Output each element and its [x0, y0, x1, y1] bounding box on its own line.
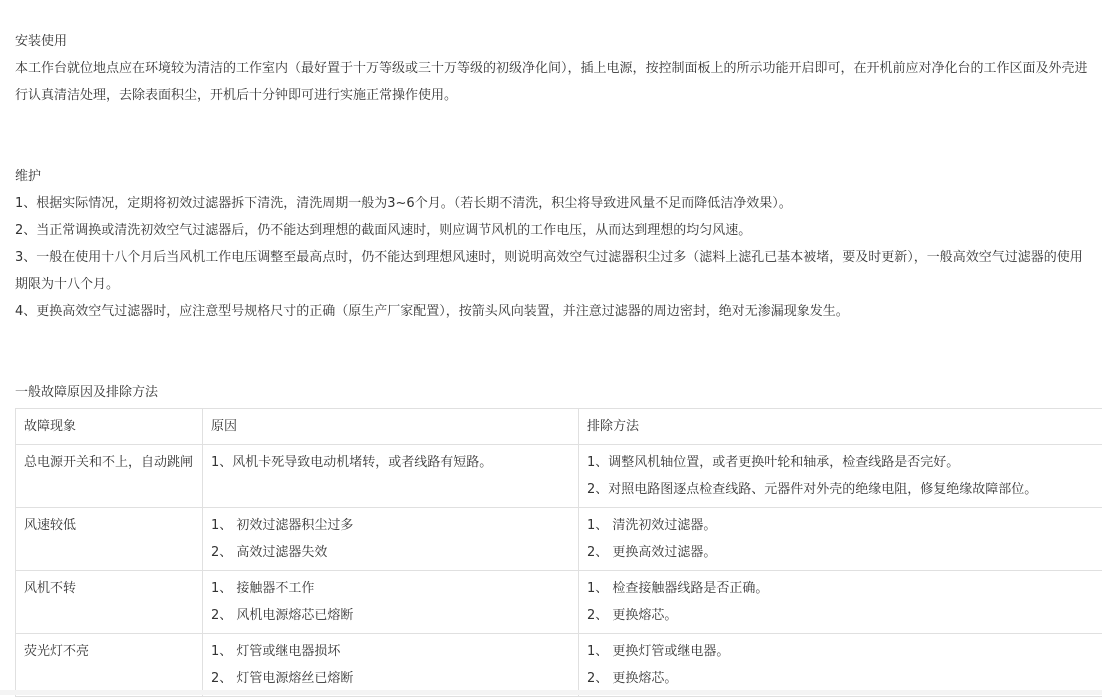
- symptom-cell: 总电源开关和不上，自动跳闸: [16, 445, 203, 508]
- symptom-cell: 风机不转: [16, 571, 203, 634]
- column-header-symptom: 故障现象: [16, 409, 203, 445]
- symptom-cell: 荧光灯不亮: [16, 634, 203, 697]
- install-paragraph: 本工作台就位地点应在环境较为清洁的工作室内（最好置于十万等级或三十万等级的初级净化间），插上电源，按控制面板上的所示功能开启即可，在开机前应对净化台的工作区面及外壳进行认真清洁处理，去除表面积尘，开机后十分钟即可进行实施正常操作使用。: [15, 55, 1095, 109]
- fix-cell: [579, 634, 1102, 697]
- maintenance-item: 2、当正常调换或清洗初效空气过滤器后，仍不能达到理想的截面风速时，则应调节风机的工作电压，从而达到理想的均匀风速。: [15, 217, 1095, 244]
- fix-line: 1、 清洗初效过滤器。: [587, 512, 1102, 539]
- cause-cell: [203, 634, 579, 697]
- cause-line: 1、 初效过滤器积尘过多: [211, 512, 570, 539]
- fix-line: 2、 更换熔芯。: [587, 665, 1102, 692]
- maintenance-heading: 维护: [15, 163, 1095, 190]
- fix-line: 1、调整风机轴位置，或者更换叶轮和轴承，检查线路是否完好。: [587, 449, 1102, 476]
- page-bottom-divider: [0, 690, 1102, 695]
- cause-line: 2、 高效过滤器失效: [211, 539, 570, 566]
- table-row: [16, 508, 1102, 571]
- table-row: [16, 571, 1102, 634]
- fix-line: 1、 更换灯管或继电器。: [587, 638, 1102, 665]
- fix-cell: [579, 508, 1102, 571]
- cause-line: 2、 灯管电源熔丝已熔断: [211, 665, 570, 692]
- fix-line: 2、 更换高效过滤器。: [587, 539, 1102, 566]
- fix-line: 1、 检查接触器线路是否正确。: [587, 575, 1102, 602]
- faults-heading: 一般故障原因及排除方法: [15, 379, 1095, 406]
- cause-cell: [203, 445, 579, 508]
- maintenance-item: 4、更换高效空气过滤器时，应注意型号规格尺寸的正确（原生产厂家配置），按箭头风向装置，并注意过滤器的周边密封，绝对无渗漏现象发生。: [15, 298, 1095, 325]
- table-row: [16, 445, 1102, 508]
- cause-line: 1、 灯管或继电器损坏: [211, 638, 570, 665]
- cause-line: 1、 接触器不工作: [211, 575, 570, 602]
- column-header-fix: 排除方法: [579, 409, 1102, 445]
- cause-cell: [203, 508, 579, 571]
- table-row: [16, 634, 1102, 697]
- cause-cell: [203, 571, 579, 634]
- fix-cell: [579, 571, 1102, 634]
- fix-line: 2、 更换熔芯。: [587, 602, 1102, 629]
- cause-line: 2、 风机电源熔芯已熔断: [211, 602, 570, 629]
- fix-line: 2、对照电路图逐点检查线路、元器件对外壳的绝缘电阻，修复绝缘故障部位。: [587, 476, 1102, 503]
- table-header-row: [16, 409, 1102, 445]
- cause-line: 1、风机卡死导致电动机堵转，或者线路有短路。: [211, 449, 570, 476]
- faults-table: [15, 408, 1102, 697]
- fix-cell: [579, 445, 1102, 508]
- document-body: [15, 28, 1095, 697]
- column-header-cause: 原因: [203, 409, 579, 445]
- symptom-cell: 风速较低: [16, 508, 203, 571]
- maintenance-item: 3、一般在使用十八个月后当风机工作电压调整至最高点时，仍不能达到理想风速时，则说明高效空气过滤器积尘过多（滤料上滤孔已基本被堵，要及时更新），一般高效空气过滤器的使用期限为十八个月。: [15, 244, 1095, 298]
- maintenance-item: 1、根据实际情况，定期将初效过滤器拆下清洗，清洗周期一般为3~6个月。（若长期不清洗，积尘将导致进风量不足而降低洁净效果）。: [15, 190, 1095, 217]
- install-heading: 安装使用: [15, 28, 1095, 55]
